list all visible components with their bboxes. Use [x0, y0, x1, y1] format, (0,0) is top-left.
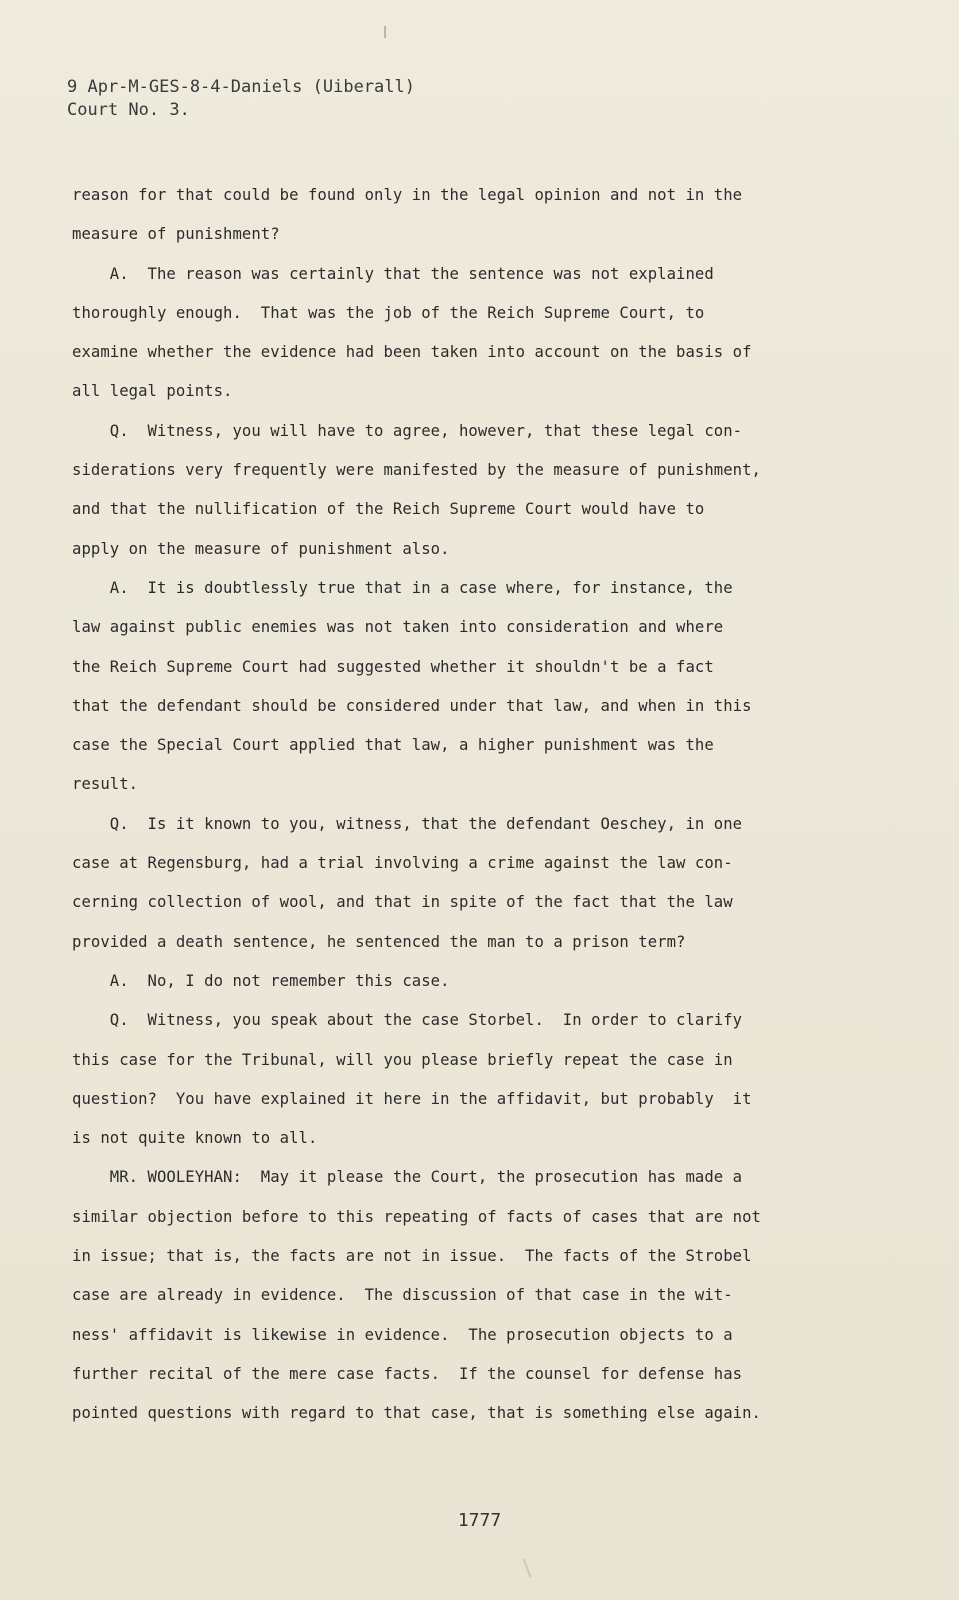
header-court: Court No. 3. [67, 100, 190, 120]
transcript-line: A. No, I do not remember this case. [72, 971, 450, 990]
transcript-line: A. It is doubtlessly true that in a case where, for instance, the [72, 578, 733, 597]
transcript-line: result. [72, 775, 139, 794]
transcript-line: siderations very frequently were manifested by the measure of punishment, [72, 461, 761, 480]
transcript-line: this case for the Tribunal, will you please briefly repeat the case in [72, 1050, 733, 1069]
transcript-line: thoroughly enough. That was the job of the Reich Supreme Court, to [72, 303, 705, 322]
transcript-line: apply on the measure of punishment also. [72, 539, 450, 558]
transcript-line: MR. WOOLEYHAN: May it please the Court, the prosecution has made a [72, 1168, 743, 1187]
transcript-line: case are already in evidence. The discussion of that case in the wit- [72, 1286, 733, 1305]
transcript-line: case at Regensburg, had a trial involving a crime against the law con- [72, 854, 733, 873]
transcript-line: all legal points. [72, 382, 233, 401]
transcript-line: Q. Is it known to you, witness, that the defendant Oeschey, in one [72, 814, 743, 833]
transcript-line: that the defendant should be considered under that law, and when in this [72, 696, 752, 715]
transcript-line: provided a death sentence, he sentenced the man to a prison term? [72, 932, 686, 951]
transcript-line: measure of punishment? [72, 225, 280, 244]
transcript-line: in issue; that is, the facts are not in issue. The facts of the Strobel [72, 1247, 752, 1266]
header-reference: 9 Apr-M-GES-8-4-Daniels (Uiberall) [67, 77, 415, 97]
transcript-line: examine whether the evidence had been taken into account on the basis of [72, 343, 752, 362]
transcript-line: similar objection before to this repeating of facts of cases that are not [72, 1207, 761, 1226]
paper-scratch [523, 1558, 532, 1577]
transcript-line: Q. Witness, you will have to agree, however, that these legal con- [72, 421, 743, 440]
transcript-body [72, 176, 832, 1434]
transcript-line: case the Special Court applied that law, a higher punishment was the [72, 736, 714, 755]
transcript-line: reason for that could be found only in the legal opinion and not in the [72, 186, 743, 204]
page-number: 1777 [457, 1510, 502, 1531]
paper-mark [384, 26, 386, 38]
transcript-line: cerning collection of wool, and that in spite of the fact that the law [72, 893, 733, 912]
transcript-line: ness' affidavit is likewise in evidence. The prosecution objects to a [72, 1325, 733, 1344]
transcript-line: pointed questions with regard to that case, that is something else again. [72, 1404, 761, 1423]
transcript-line: further recital of the mere case facts. If the counsel for defense has [72, 1364, 743, 1383]
transcript-line: Q. Witness, you speak about the case Storbel. In order to clarify [72, 1011, 743, 1030]
transcript-line: is not quite known to all. [72, 1129, 318, 1148]
transcript-line: A. The reason was certainly that the sentence was not explained [72, 264, 714, 283]
transcript-line: and that the nullification of the Reich Supreme Court would have to [72, 500, 705, 519]
transcript-line: question? You have explained it here in the affidavit, but probably it [72, 1089, 752, 1108]
transcript-line: the Reich Supreme Court had suggested whether it shouldn't be a fact [72, 657, 714, 676]
document-header [67, 76, 415, 122]
transcript-line: law against public enemies was not taken into consideration and where [72, 618, 724, 637]
